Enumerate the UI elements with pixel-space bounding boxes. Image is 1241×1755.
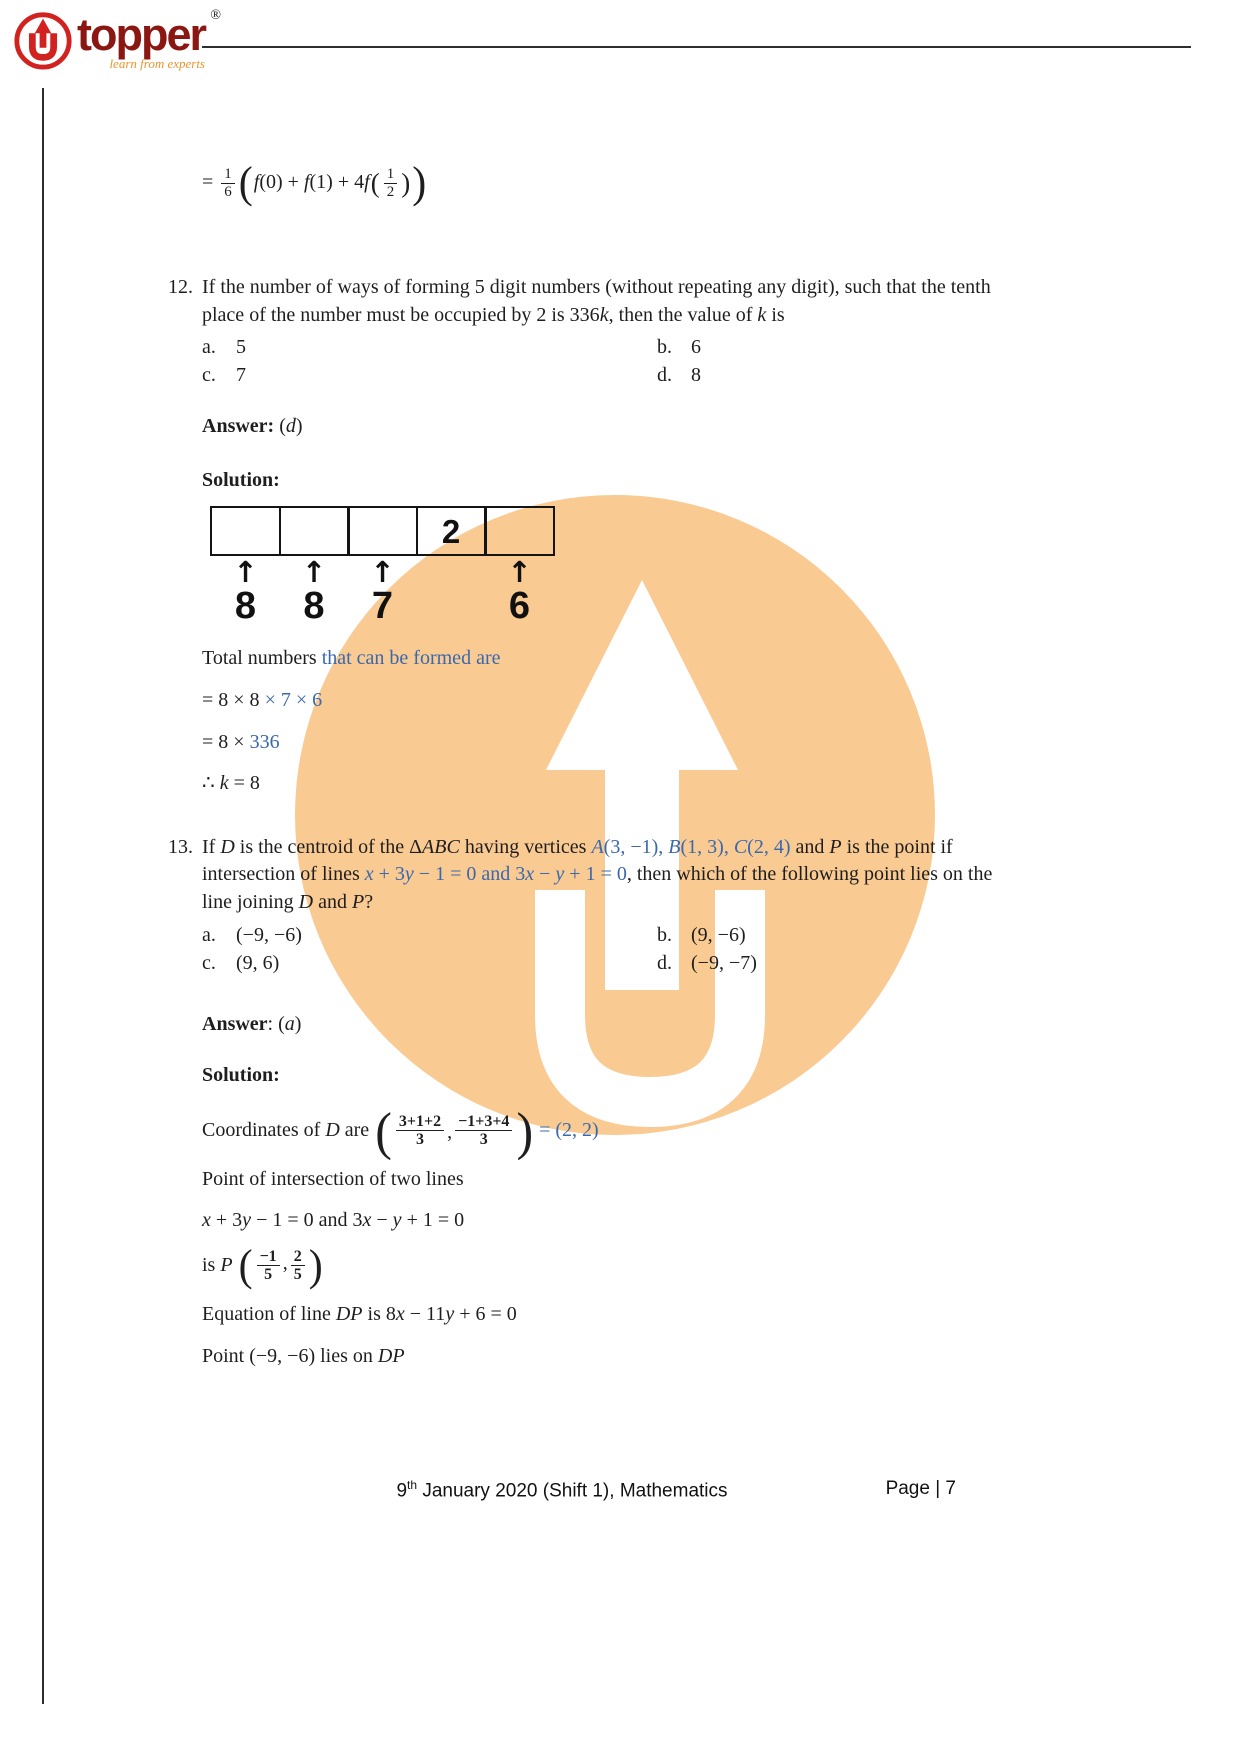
up-arrow-icon: ↑ xyxy=(507,555,532,590)
option-label: d. xyxy=(657,951,672,974)
digit-box-2 xyxy=(279,506,350,556)
arrow-col-5 xyxy=(484,555,555,628)
formula-body: f(0) + f(1) + 4f xyxy=(253,171,370,194)
open-paren: ( xyxy=(238,1241,253,1291)
open-paren: ( xyxy=(370,167,380,198)
comma: , xyxy=(282,1252,288,1275)
brand-logo xyxy=(12,6,221,72)
option-label: c. xyxy=(202,951,216,974)
question-12 xyxy=(168,274,1181,798)
fraction-y-coordinate: $\frac{-1+3+4}{3}$ xyxy=(455,1113,512,1149)
fraction-1-6: $\frac{1}{6}$ xyxy=(221,166,235,200)
solution-line-point-p xyxy=(202,1241,1002,1291)
answer-line: Answer: (a) xyxy=(202,1012,302,1035)
option-label: b. xyxy=(657,923,672,946)
arrow-col-2 xyxy=(279,555,350,628)
footer-date-rest: January 2020 (Shift 1), Mathematics xyxy=(417,1480,728,1502)
question-body xyxy=(202,274,1002,798)
close-paren: ) xyxy=(412,158,427,208)
option-b xyxy=(657,333,1002,361)
brand-text xyxy=(77,6,221,72)
page-footer xyxy=(168,1478,956,1502)
question-13 xyxy=(168,834,1181,1370)
question-statement: If D is the centroid of the ΔABC having vertices A(3, −1), B(1, 3), C(2, 4) and P is the point if intersection of lines x + 3y − 1 = 0 and 3x − y + 1 = 0, then which of the following point lies on the line joining D and P? xyxy=(202,835,993,913)
solution-line-total: Total numbers that can be formed are xyxy=(202,647,501,670)
option-value: 6 xyxy=(691,336,701,359)
option-label: a. xyxy=(202,923,216,946)
solution-line-dp-equation: Equation of line DP is 8x − 11y + 6 = 0 xyxy=(202,1302,517,1325)
option-c xyxy=(202,361,657,389)
option-b xyxy=(657,921,1002,949)
fraction-x-coordinate: $\frac{3+1+2}{3}$ xyxy=(396,1113,444,1149)
option-value: (9, −6) xyxy=(691,923,746,946)
footer-date-ordinal: th xyxy=(407,1478,418,1492)
solution-label: Solution: xyxy=(202,468,280,491)
fraction-p-x: $\frac{-1}{5}$ xyxy=(257,1248,280,1284)
solution-line-intersection: Point of intersection of two lines xyxy=(202,1167,464,1190)
option-label: c. xyxy=(202,364,216,387)
up-arrow-icon: ↑ xyxy=(370,555,395,590)
option-value: 5 xyxy=(236,336,246,359)
up-arrow-icon: ↑ xyxy=(233,555,258,590)
answer-line: Answer: (d) xyxy=(202,415,303,438)
topper-logo-icon xyxy=(12,6,74,72)
option-value: (9, 6) xyxy=(236,951,280,974)
digit-box-3 xyxy=(347,506,418,556)
question-number: 13. xyxy=(168,835,193,858)
up-arrow-icon: ↑ xyxy=(301,555,327,590)
footer-date-number: 9 xyxy=(396,1480,408,1502)
brand-tagline: learn from experts xyxy=(109,56,205,71)
solution-line-coordinates xyxy=(202,1101,1002,1161)
fraction-1-2: $\frac{1}{2}$ xyxy=(384,166,398,200)
arrow-label: 6 xyxy=(508,585,531,628)
solution-line-eq2: = 8 × 336 xyxy=(202,730,280,753)
equals-sign: = xyxy=(202,171,219,194)
fraction-p-y: $\frac{2}{5}$ xyxy=(291,1248,305,1284)
arrow-label: 7 xyxy=(371,585,394,628)
comma: , xyxy=(447,1121,453,1144)
arrow-label: 8 xyxy=(303,585,325,628)
close-paren: ) xyxy=(516,1101,534,1161)
solution-label: Solution: xyxy=(202,1064,280,1087)
option-d xyxy=(657,949,1002,977)
solution-line-point-check: Point (−9, −6) lies on DP xyxy=(202,1344,405,1367)
solution-line-eq1: = 8 × 8 × 7 × 6 xyxy=(202,688,323,711)
arrow-col-1 xyxy=(210,555,281,628)
carried-formula xyxy=(202,158,1181,208)
option-value: (−9, −6) xyxy=(236,923,302,946)
option-label: b. xyxy=(657,336,672,359)
option-label: d. xyxy=(657,364,672,387)
option-value: 7 xyxy=(236,364,246,387)
option-value: 8 xyxy=(691,364,701,387)
page-number: Page | 7 xyxy=(885,1478,956,1499)
solution-line-equations: x + 3y − 1 = 0 and 3x − y + 1 = 0 xyxy=(202,1209,465,1232)
coords-result: = (2, 2) xyxy=(534,1118,599,1141)
options-grid xyxy=(202,333,1002,389)
question-number: 12. xyxy=(168,276,193,298)
option-value: (−9, −7) xyxy=(691,951,757,974)
question-statement: If the number of ways of forming 5 digit numbers (without repeating any digit), such that the tenth place of the number must be occupied by 2 is 336k, then the value of k is xyxy=(202,276,991,326)
point-p-prefix: is P xyxy=(202,1254,233,1277)
digit-box-1 xyxy=(210,506,281,556)
arrow-col-empty xyxy=(416,558,487,625)
open-paren: ( xyxy=(375,1101,392,1161)
open-paren: ( xyxy=(238,158,253,208)
solution-line-eq3: ∴ k = 8 xyxy=(202,772,260,795)
digit-box-row xyxy=(210,506,1002,556)
question-body xyxy=(202,834,1002,1370)
options-grid xyxy=(202,921,1002,977)
registered-mark: ® xyxy=(210,8,221,23)
digit-box-5 xyxy=(484,506,555,556)
close-paren: ) xyxy=(401,167,411,198)
option-c xyxy=(202,949,657,977)
digit-box-4: 2 xyxy=(416,506,487,556)
arrow-row xyxy=(210,555,1002,628)
footer-title xyxy=(168,1478,956,1502)
coords-prefix: Coordinates of D are xyxy=(202,1118,375,1141)
option-a xyxy=(202,333,657,361)
option-label: a. xyxy=(202,336,216,359)
close-paren: ) xyxy=(308,1241,323,1291)
q12-diagram xyxy=(210,506,1002,628)
option-a xyxy=(202,921,657,949)
option-d xyxy=(657,361,1002,389)
arrow-col-3 xyxy=(347,555,418,628)
brand-name: topper xyxy=(77,9,205,60)
arrow-label: 8 xyxy=(234,585,257,628)
